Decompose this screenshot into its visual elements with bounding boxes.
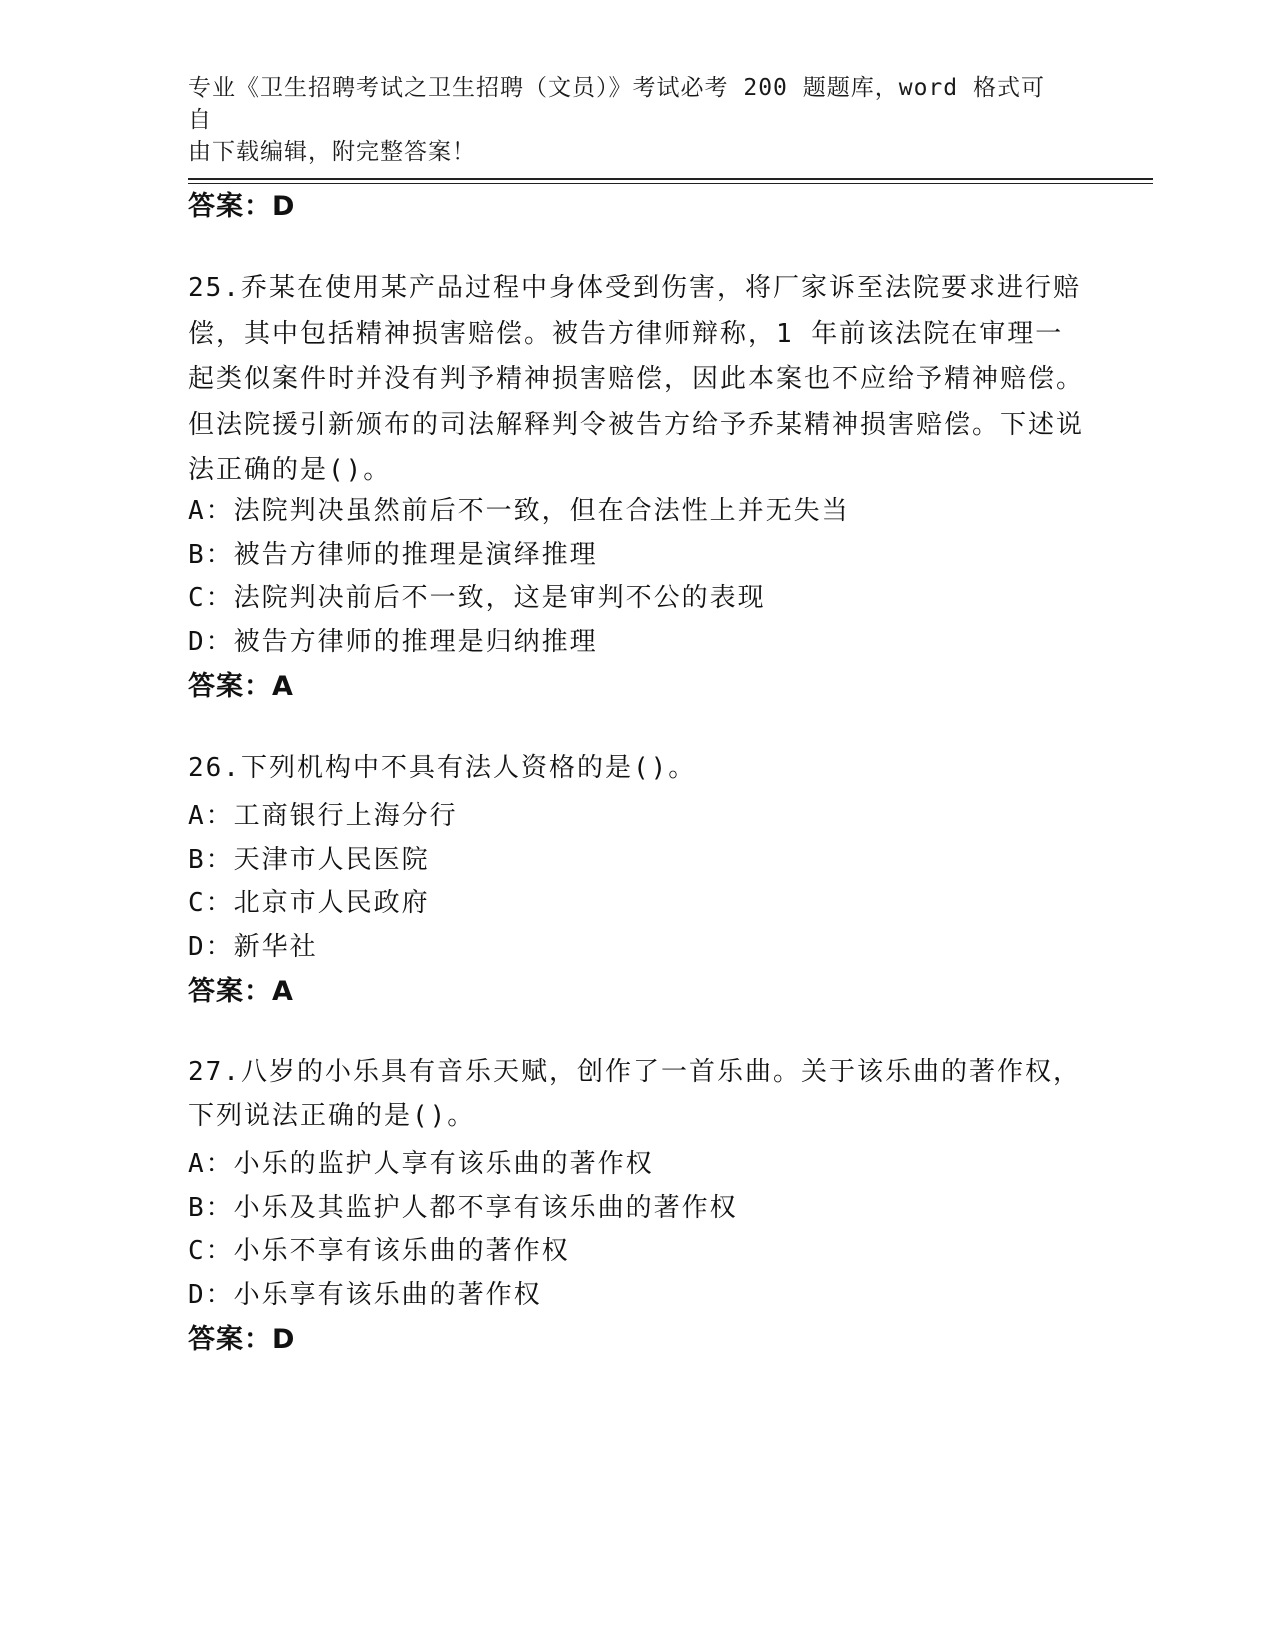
question-stem: 25.乔某在使用某产品过程中身体受到伤害，将厂家诉至法院要求进行赔偿，其中包括精神损害赔偿。被告方律师辩称，1 年前该法院在审理一起类似案件时并没有判予精神损害赔偿，因此本案也不应给予精神赔偿。但法院援引新颁布的司法解释判令被告方给予乔某精神损害赔偿。下述说法正确的是()。	[188, 273, 1085, 485]
answer-label: 答案：A	[188, 671, 294, 702]
option-d: D：新华社	[188, 932, 318, 962]
header-line-2: 由下载编辑，附完整答案！	[188, 139, 476, 165]
answer-label: 答案：D	[188, 1324, 296, 1355]
answer-label: 答案：A	[188, 976, 294, 1007]
header-rule-thin	[188, 183, 1153, 184]
option-d: D：小乐享有该乐曲的著作权	[188, 1280, 542, 1310]
question-stem: 27.八岁的小乐具有音乐天赋，创作了一首乐曲。关于该乐曲的著作权，下列说法正确的是()。	[188, 1057, 1081, 1131]
option-c: C：小乐不享有该乐曲的著作权	[188, 1236, 570, 1266]
option-c: C：北京市人民政府	[188, 888, 430, 918]
option-b: B：小乐及其监护人都不享有该乐曲的著作权	[188, 1193, 738, 1223]
header-line-1: 专业《卫生招聘考试之卫生招聘（文员）》考试必考 200 题题库，word 格式可自	[188, 75, 1045, 133]
option-b: B：被告方律师的推理是演绎推理	[188, 540, 598, 570]
option-a: A：法院判决虽然前后不一致，但在合法性上并无失当	[188, 496, 850, 526]
option-a: A：小乐的监护人享有该乐曲的著作权	[188, 1149, 654, 1179]
header-rule-thick	[188, 178, 1153, 180]
question-stem: 26.下列机构中不具有法人资格的是()。	[188, 753, 697, 783]
option-a: A：工商银行上海分行	[188, 801, 458, 831]
document-header	[188, 72, 1068, 168]
option-d: D：被告方律师的推理是归纳推理	[188, 627, 598, 657]
previous-answer: 答案：D	[188, 191, 296, 222]
option-c: C：法院判决前后不一致，这是审判不公的表现	[188, 583, 766, 613]
option-b: B：天津市人民医院	[188, 845, 430, 875]
